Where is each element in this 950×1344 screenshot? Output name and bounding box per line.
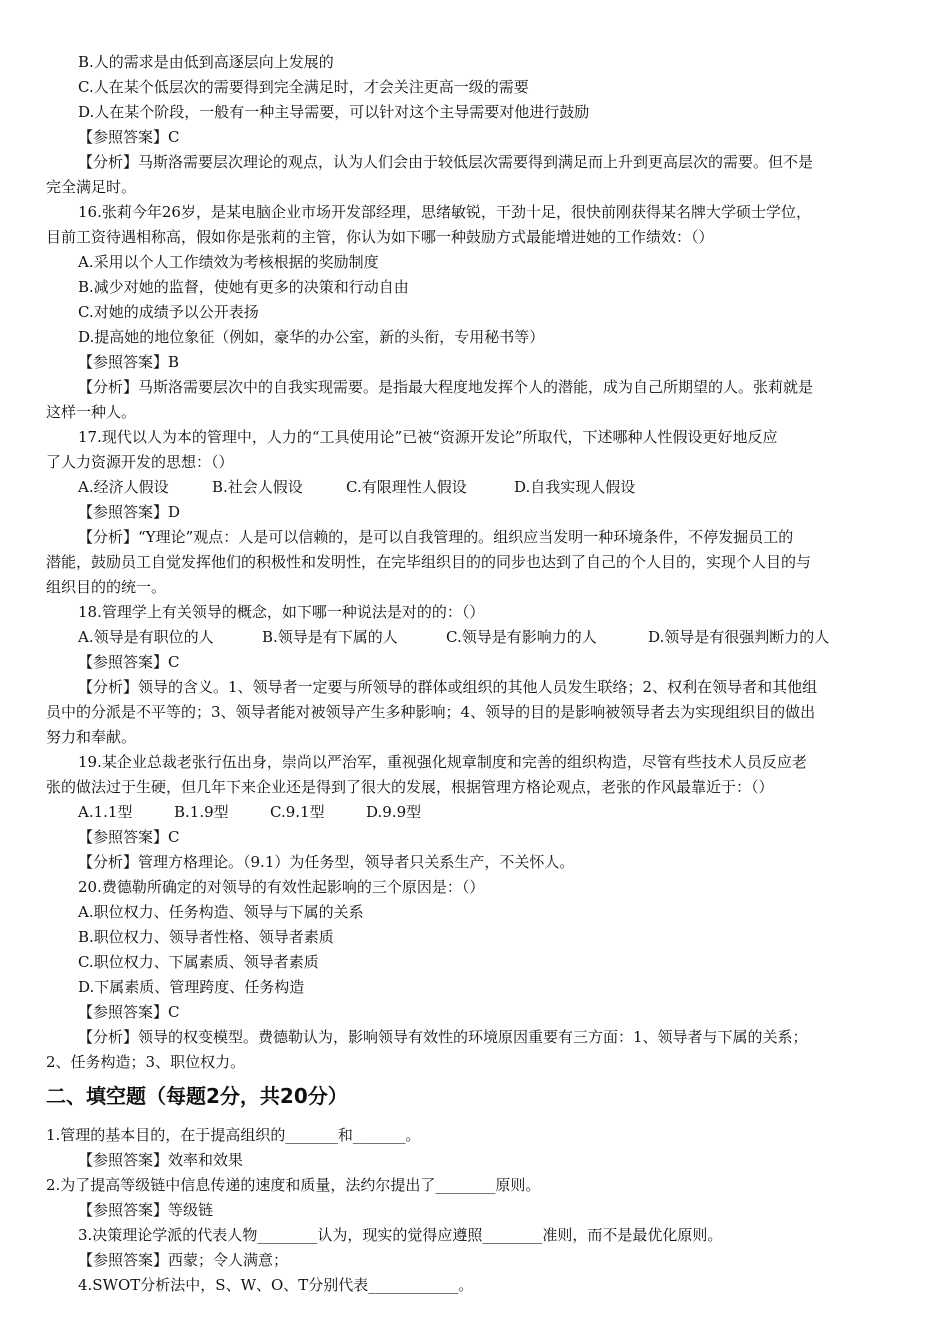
q18-options-row xyxy=(78,627,898,647)
q18-stem: 18.管理学上有关领导的概念，如下哪一种说法是对的的：（） xyxy=(78,603,485,621)
fill-q2: 2.为了提高等级链中信息传递的速度和质量，法约尔提出了________原则。 xyxy=(46,1176,541,1194)
q16-stem-line-2: 目前工资待遇相称高，假如你是张莉的主管，你认为如下哪一种鼓励方式最能增进她的工作绩效：（） xyxy=(46,228,714,246)
q15-option-b: B.人的需求是由低到高逐层向上发展的 xyxy=(78,53,334,71)
q19-stem-line-2: 张的做法过于生硬，但几年下来企业还是得到了很大的发展，根据管理方格论观点，老张的作风最靠近于：（） xyxy=(46,778,774,796)
q19-option-c: C.9.1型 xyxy=(270,803,325,821)
q17-stem-line-1: 17.现代以人为本的管理中，人力的“工具使用论”已被“资源开发论”所取代，下述哪种人性假设更好地反应 xyxy=(78,428,778,446)
q16-analysis-line-1: 【分析】马斯洛需要层次中的自我实现需要。是指最大程度地发挥个人的潜能，成为自己所期望的人。张莉就是 xyxy=(78,378,814,396)
q15-answer: 【参照答案】C xyxy=(78,128,180,146)
q19-analysis: 【分析】管理方格理论。（9.1）为任务型，领导者只关系生产，不关怀人。 xyxy=(78,853,575,871)
q16-answer: 【参照答案】B xyxy=(78,353,180,371)
q17-options-row xyxy=(78,477,898,497)
fill-q3: 3.决策理论学派的代表人物________认为，现实的觉得应遵照________准则，而不是最优化原则。 xyxy=(78,1226,723,1244)
q18-option-c: C.领导是有影响力的人 xyxy=(446,628,597,646)
fill-q2-answer: 【参照答案】等级链 xyxy=(78,1201,214,1219)
q20-option-b: B.职位权力、领导者性格、领导者素质 xyxy=(78,928,334,946)
q19-options-row xyxy=(78,802,578,822)
q19-option-d: D.9.9型 xyxy=(366,803,422,821)
q15-analysis-line-2: 完全满足时。 xyxy=(46,178,137,196)
q20-answer: 【参照答案】C xyxy=(78,1003,180,1021)
fill-q1: 1.管理的基本目的，在于提高组织的_______和_______。 xyxy=(46,1126,421,1144)
q16-option-c: C.对她的成绩予以公开表扬 xyxy=(78,303,259,321)
q20-analysis-line-2: 2、任务构造；3、职位权力。 xyxy=(46,1053,246,1071)
q16-option-b: B.减少对她的监督，使她有更多的决策和行动自由 xyxy=(78,278,409,296)
q17-option-b: B.社会人假设 xyxy=(212,478,303,496)
q20-stem: 20.费德勒所确定的对领导的有效性起影响的三个原因是：（） xyxy=(78,878,485,896)
q18-option-b: B.领导是有下属的人 xyxy=(262,628,398,646)
q17-analysis-line-1: 【分析】“Y理论”观点：人是可以信赖的，是可以自我管理的。组织应当发明一种环境条件，不停发掘员工的 xyxy=(78,528,794,546)
q16-stem-line-1: 16.张莉今年26岁，是某电脑企业市场开发部经理，思绪敏锐，干劲十足，很快前刚获得某名牌大学硕士学位， xyxy=(78,203,811,221)
q16-option-d: D.提高她的地位象征（例如，豪华的办公室，新的头衔，专用秘书等） xyxy=(78,328,545,346)
q18-option-a: A.领导是有职位的人 xyxy=(78,628,214,646)
q20-option-a: A.职位权力、任务构造、领导与下属的关系 xyxy=(78,903,364,921)
section-heading: 二、填空题（每题2分，共20分） xyxy=(46,1084,348,1108)
fill-q4: 4.SWOT分析法中，S、W、O、T分别代表____________。 xyxy=(78,1276,474,1294)
q19-option-a: A.1.1型 xyxy=(78,803,133,821)
q19-option-b: B.1.9型 xyxy=(174,803,229,821)
q17-option-c: C.有限理性人假设 xyxy=(346,478,467,496)
q17-analysis-line-2: 潜能，鼓励员工自觉发挥他们的积极性和发明性，在完毕组织目的的同步也达到了自己的个人目的，实现个人目的与 xyxy=(46,553,812,571)
q18-option-d: D.领导是有很强判断力的人 xyxy=(648,628,830,646)
fill-q3-answer: 【参照答案】西蒙；令人满意； xyxy=(78,1251,289,1269)
q15-option-c: C.人在某个低层次的需要得到完全满足时，才会关注更高一级的需要 xyxy=(78,78,529,96)
q15-analysis-line-1: 【分析】马斯洛需要层次理论的观点，认为人们会由于较低层次需要得到满足而上升到更高层次的需要。但不是 xyxy=(78,153,814,171)
q16-analysis-line-2: 这样一种人。 xyxy=(46,403,137,421)
q17-analysis-line-3: 组织目的的统一。 xyxy=(46,578,167,596)
q18-answer: 【参照答案】C xyxy=(78,653,180,671)
q18-analysis-line-2: 员中的分派是不平等的；3、领导者能对被领导产生多种影响；4、领导的目的是影响被领导者去为实现组织目的做出 xyxy=(46,703,816,721)
q17-answer: 【参照答案】D xyxy=(78,503,181,521)
q18-analysis-line-1: 【分析】领导的含义。1、领导者一定要与所领导的群体或组织的其他人员发生联络；2、权利在领导者和其他组 xyxy=(78,678,818,696)
q18-analysis-line-3: 努力和奉献。 xyxy=(46,728,137,746)
q20-option-d: D.下属素质、管理跨度、任务构造 xyxy=(78,978,305,996)
q17-option-a: A.经济人假设 xyxy=(78,478,169,496)
q15-option-d: D.人在某个阶段，一般有一种主导需要，可以针对这个主导需要对他进行鼓励 xyxy=(78,103,590,121)
q20-analysis-line-1: 【分析】领导的权变模型。费德勒认为，影响领导有效性的环境原因重要有三方面：1、领导者与下属的关系； xyxy=(78,1028,808,1046)
q16-option-a: A.采用以个人工作绩效为考核根据的奖励制度 xyxy=(78,253,379,271)
q19-stem-line-1: 19.某企业总裁老张行伍出身，崇尚以严治军，重视强化规章制度和完善的组织构造，尽管有些技术人员反应老 xyxy=(78,753,807,771)
q20-option-c: C.职位权力、下属素质、领导者素质 xyxy=(78,953,319,971)
q17-option-d: D.自我实现人假设 xyxy=(514,478,636,496)
q17-stem-line-2: 了人力资源开发的思想：（） xyxy=(46,453,234,471)
fill-q1-answer: 【参照答案】效率和效果 xyxy=(78,1151,244,1169)
q19-answer: 【参照答案】C xyxy=(78,828,180,846)
